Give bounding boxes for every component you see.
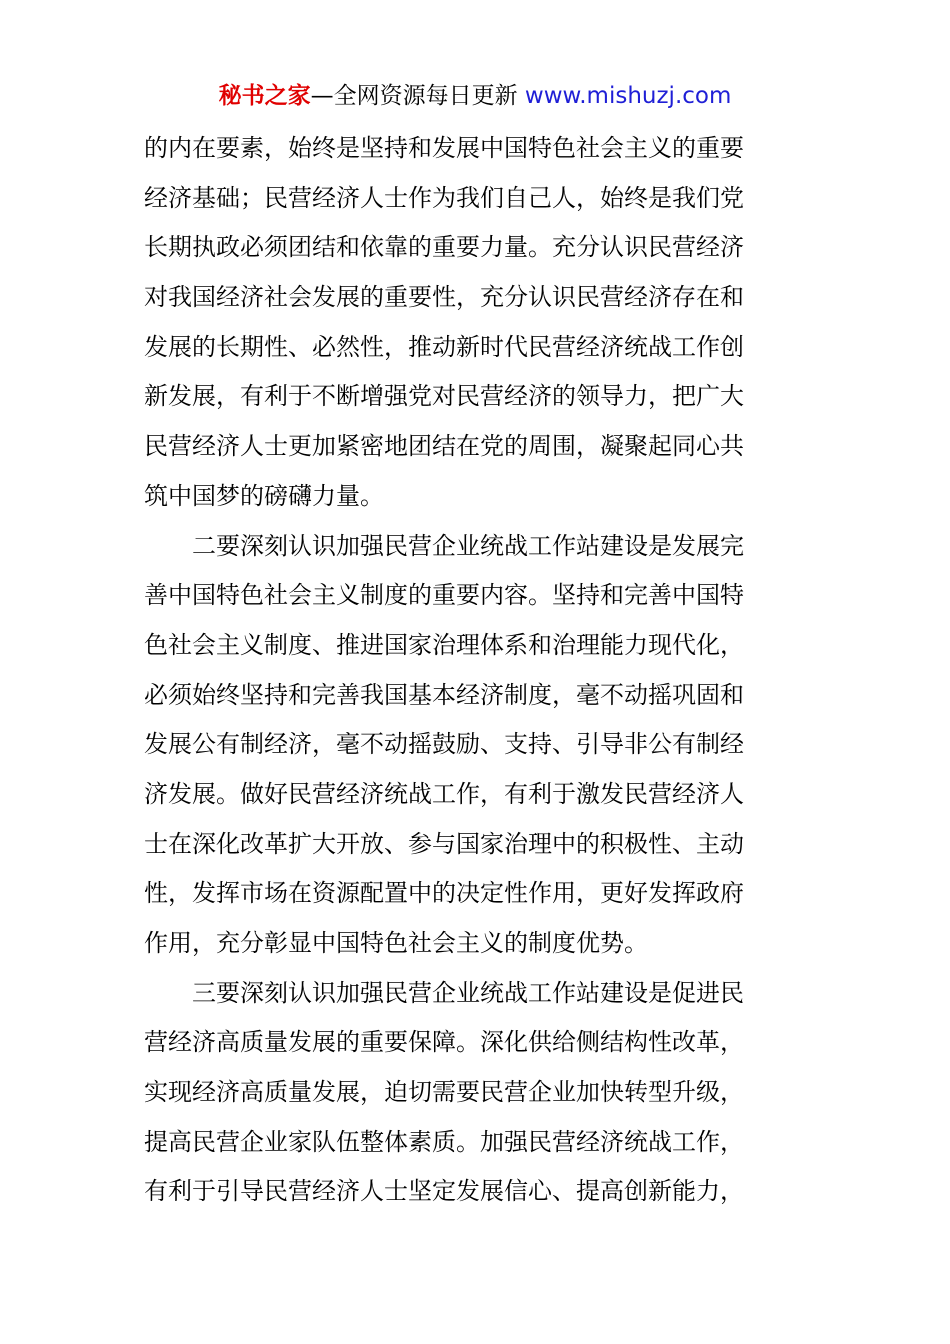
- text-line: 善中国特色社会主义制度的重要内容。坚持和完善中国特: [144, 581, 744, 610]
- site-brand: 秘书之家: [218, 83, 311, 109]
- text-line: 济发展。做好民营经济统战工作，有利于激发民营经济人: [144, 779, 744, 808]
- text-line: 新发展，有利于不断增强党对民营经济的领导力，把广大: [144, 382, 744, 411]
- text-line: 长期执政必须团结和依靠的重要力量。充分认识民营经济: [144, 233, 744, 262]
- text-line: 发展的长期性、必然性，推动新时代民营经济统战工作创: [144, 332, 744, 361]
- text-line: 的内在要素，始终是坚持和发展中国特色社会主义的重要: [144, 134, 744, 162]
- text-line: 提高民营企业家队伍整体素质。加强民营经济统战工作，: [144, 1127, 744, 1156]
- page-header: [0, 78, 950, 114]
- text-line: 三要深刻认识加强民营企业统战工作站建设是促进民: [192, 978, 744, 1007]
- paragraph: [144, 969, 808, 1217]
- text-line: 营经济高质量发展的重要保障。深化供给侧结构性改革，: [144, 1028, 744, 1057]
- text-line: 民营经济人士更加紧密地团结在党的周围，凝聚起同心共: [144, 432, 744, 461]
- text-line: 筑中国梦的磅礴力量。: [144, 481, 384, 510]
- site-tagline: —全网资源每日更新: [310, 83, 525, 109]
- paragraph: [144, 124, 808, 522]
- text-line: 作用，充分彰显中国特色社会主义的制度优势。: [144, 929, 648, 957]
- text-line: 经济基础；民营经济人士作为我们自己人，始终是我们党: [144, 183, 744, 212]
- site-url[interactable]: www.mishuzj.com: [524, 83, 732, 109]
- text-line: 发展公有制经济，毫不动摇鼓励、支持、引导非公有制经: [144, 730, 744, 759]
- text-line: 二要深刻认识加强民营企业统战工作站建设是发展完: [192, 531, 744, 560]
- text-line: 士在深化改革扩大开放、参与国家治理中的积极性、主动: [144, 829, 744, 858]
- text-line: 对我国经济社会发展的重要性，充分认识民营经济存在和: [144, 283, 744, 312]
- paragraph: [144, 522, 808, 969]
- text-line: 色社会主义制度、推进国家治理体系和治理能力现代化，: [144, 630, 744, 659]
- text-line: 性，发挥市场在资源配置中的决定性作用，更好发挥政府: [144, 879, 744, 908]
- text-line: 必须始终坚持和完善我国基本经济制度，毫不动摇巩固和: [144, 680, 744, 709]
- text-line: 有利于引导民营经济人士坚定发展信心、提高创新能力，: [144, 1177, 744, 1206]
- document-body: [144, 124, 808, 1217]
- text-line: 实现经济高质量发展，迫切需要民营企业加快转型升级，: [144, 1078, 744, 1107]
